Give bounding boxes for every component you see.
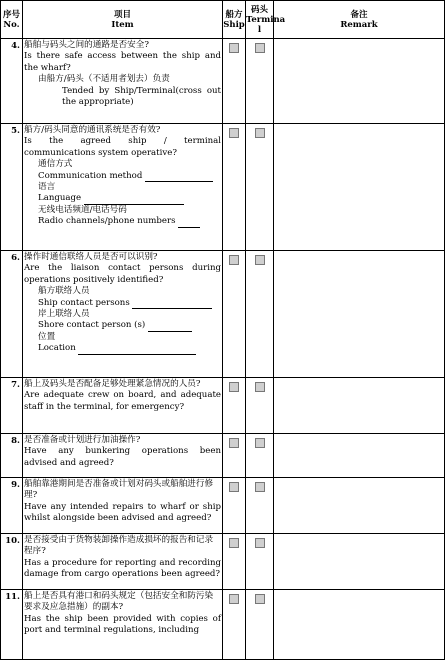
item-sub-cn: 由船方/码头（不适用者划去）负责 — [38, 74, 170, 85]
row-number: 6. — [1, 251, 23, 378]
field-label: 通信方式 — [38, 159, 73, 170]
row-item — [23, 124, 223, 251]
ship-checkbox[interactable] — [229, 128, 239, 138]
row-item — [23, 378, 223, 434]
table-row — [1, 434, 445, 478]
row-item — [23, 434, 223, 478]
field-label: Communication method — [24, 171, 221, 182]
ship-checkbox[interactable] — [229, 438, 239, 448]
row-item — [23, 478, 223, 534]
ship-cell — [223, 534, 246, 590]
header-no: 序号 No. — [1, 1, 23, 39]
table-row — [1, 378, 445, 434]
item-sub-en: Tended by Ship/Terminal(cross out the appropriate) — [62, 85, 221, 108]
row-number: 9. — [1, 478, 23, 534]
item-cn: 船上及码头是否配备足够处理紧急情况的人员? — [24, 379, 201, 389]
remark-cell[interactable] — [274, 434, 445, 478]
table-row — [1, 124, 445, 251]
row-number: 8. — [1, 434, 23, 478]
remark-cell[interactable] — [274, 534, 445, 590]
field-label: 岸上联络人员 — [38, 309, 90, 320]
blank-line[interactable] — [145, 173, 213, 182]
remark-cell[interactable] — [274, 124, 445, 251]
item-en: Are the liaison contact persons during operations positively identified? — [24, 263, 221, 285]
item-en: Has a procedure for reporting and recording damage from cargo operations been agreed? — [24, 557, 221, 580]
field-label: 无线电话频道/电话号码 — [38, 204, 127, 215]
remark-cell[interactable] — [274, 590, 445, 660]
ship-cell — [223, 124, 246, 251]
terminal-cell — [246, 124, 274, 251]
remark-cell[interactable] — [274, 251, 445, 378]
ship-cell — [223, 251, 246, 378]
item-cn: 是否接受由于货物装卸操作造成损坏的报告和记录程序? — [24, 535, 214, 557]
ship-checkbox[interactable] — [229, 255, 239, 265]
item-en: Have any bunkering operations been advised and agreed? — [24, 446, 221, 468]
ship-cell — [223, 478, 246, 534]
table-row — [1, 590, 445, 660]
field-label: Shore contact person (s) — [24, 320, 221, 331]
item-cn: 船舶靠港期间是否准备或计划对码头或船舶进行修理? — [24, 479, 214, 501]
row-number: 5. — [1, 124, 23, 251]
table-row — [1, 478, 445, 534]
ship-cell — [223, 434, 246, 478]
item-en: Is the agreed ship / terminal communications system operative? — [24, 136, 221, 158]
row-number: 10. — [1, 534, 23, 590]
item-cn: 是否准备或计划进行加油操作? — [24, 435, 141, 445]
terminal-checkbox[interactable] — [255, 538, 265, 548]
header-remark: 备注 Remark — [274, 1, 445, 39]
terminal-checkbox[interactable] — [255, 128, 265, 138]
row-number: 7. — [1, 378, 23, 434]
terminal-checkbox[interactable] — [255, 482, 265, 492]
item-cn: 船方/码头同意的通讯系统是否有效? — [24, 125, 161, 135]
item-en: Are adequate crew on board, and adequate staff in the terminal, for emergency? — [24, 390, 221, 412]
field-label: Ship contact persons — [24, 298, 221, 309]
item-en: Has the ship been provided with copies of port and terminal regulations, including — [24, 613, 221, 636]
ship-checkbox[interactable] — [229, 382, 239, 392]
terminal-cell — [246, 590, 274, 660]
row-item — [23, 39, 223, 124]
header-row — [1, 1, 445, 39]
ship-checkbox[interactable] — [229, 538, 239, 548]
row-number: 11. — [1, 590, 23, 660]
ship-cell — [223, 590, 246, 660]
terminal-cell — [246, 434, 274, 478]
terminal-checkbox[interactable] — [255, 382, 265, 392]
header-terminal: 码头 Termina l — [246, 1, 274, 39]
table-row — [1, 251, 445, 378]
header-item: 项目 Item — [23, 1, 223, 39]
blank-line[interactable] — [84, 196, 184, 205]
terminal-checkbox[interactable] — [255, 438, 265, 448]
field-label: Location — [24, 343, 221, 354]
ship-cell — [223, 39, 246, 124]
terminal-checkbox[interactable] — [255, 43, 265, 53]
field-label: 语言 — [38, 182, 56, 193]
row-item — [23, 534, 223, 590]
terminal-cell — [246, 39, 274, 124]
row-item — [23, 590, 223, 660]
terminal-cell — [246, 534, 274, 590]
item-en: Is there safe access between the ship and the wharf? — [24, 51, 221, 73]
ship-checkbox[interactable] — [229, 594, 239, 604]
ship-checkbox[interactable] — [229, 482, 239, 492]
remark-cell[interactable] — [274, 478, 445, 534]
terminal-cell — [246, 478, 274, 534]
field-label: Language — [24, 193, 221, 204]
header-ship: 船方 Ship — [223, 1, 246, 39]
item-cn: 船上是否具有港口和码头规定（包括安全和防污染要求及应急措施）的副本? — [24, 591, 214, 613]
blank-line[interactable] — [148, 323, 192, 332]
field-label: 位置 — [38, 331, 56, 342]
terminal-cell — [246, 378, 274, 434]
field-label: 船方联络人员 — [38, 286, 90, 297]
item-cn: 船舶与码头之间的通路是否安全? — [24, 40, 149, 50]
item-en: Have any intended repairs to wharf or ship whilst alongside been advised and agreed? — [24, 501, 221, 524]
row-item — [23, 251, 223, 378]
blank-line[interactable] — [178, 219, 200, 228]
blank-line[interactable] — [132, 300, 212, 309]
terminal-checkbox[interactable] — [255, 255, 265, 265]
blank-line[interactable] — [78, 346, 196, 355]
table-row — [1, 39, 445, 124]
remark-cell[interactable] — [274, 39, 445, 124]
table-row — [1, 534, 445, 590]
ship-checkbox[interactable] — [229, 43, 239, 53]
terminal-cell — [246, 251, 274, 378]
field-label: Radio channels/phone numbers — [24, 216, 221, 227]
remark-cell[interactable] — [274, 378, 445, 434]
ship-cell — [223, 378, 246, 434]
item-cn: 操作时通信联络人员是否可以识别? — [24, 252, 158, 262]
row-number: 4. — [1, 39, 23, 124]
terminal-checkbox[interactable] — [255, 594, 265, 604]
